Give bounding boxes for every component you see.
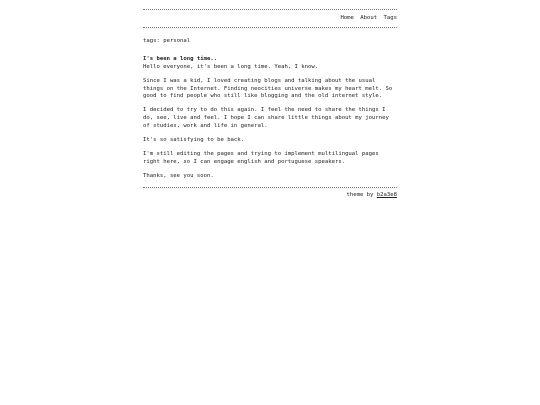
- post-paragraph: Thanks, see you soon.: [143, 172, 214, 179]
- footer: [143, 188, 397, 200]
- tags-line: tags: personal: [143, 37, 191, 44]
- post-paragraph: It's so satisfying to be back.: [143, 136, 245, 143]
- post-title: I's been a long time..: [143, 56, 218, 63]
- post-paragraph: I decided to try to do this again. I feel the need to share the things I do, see, live and feel. I hope I can share little things about my journey of studies, work and life in general.: [143, 107, 389, 129]
- top-nav: [143, 10, 397, 27]
- post-paragraph: Since I was a kid, I loved creating blogs and talking about the usual things on the Internet. Finding neocities universe makes my heart melt. So good to find people who still like blogging and the old internet style.: [143, 77, 393, 100]
- nav-divider: [143, 27, 397, 28]
- footer-credit-text: theme by: [346, 191, 377, 198]
- post-paragraph: I'm still editing the pages and trying to implement multilingual pages right here, so I can engage english and portuguese speakers.: [143, 150, 379, 165]
- nav-about-link[interactable]: About: [360, 15, 378, 21]
- nav-home-link[interactable]: Home: [340, 15, 354, 21]
- page-container: [143, 9, 397, 199]
- post-body: [143, 64, 397, 181]
- post-paragraph: Hello everyone, it's been a long time. Yeah, I know.: [143, 63, 319, 70]
- footer-theme-link[interactable]: b2a3e8: [376, 191, 397, 198]
- nav-tags-link[interactable]: Tags: [383, 15, 397, 21]
